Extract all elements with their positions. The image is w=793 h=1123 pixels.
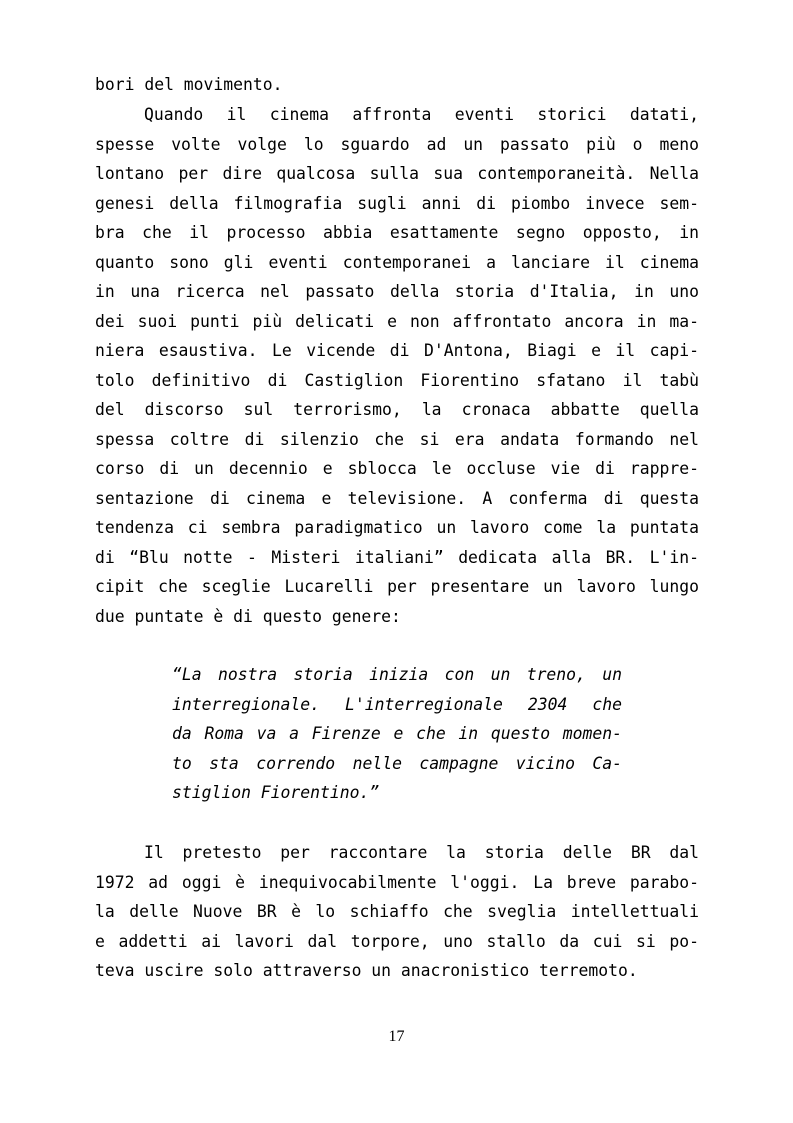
- text-line: spesse volte volge lo sguardo ad un passato più o meno: [95, 134, 699, 154]
- text-line: teva uscire solo attraverso un anacronistico terremoto.: [95, 961, 638, 980]
- text-line: bori del movimento.: [95, 75, 283, 94]
- text-line: Il pretesto per raccontare la storia delle BR dal: [144, 843, 699, 862]
- quote-line: to sta correndo nelle campagne vicino Ca-: [172, 753, 622, 773]
- text-line: bra che il processo abbia esattamente segno opposto, in: [95, 223, 699, 242]
- text-line: quanto sono gli eventi contemporanei a lanciare il cinema: [95, 252, 699, 272]
- text-line: genesi della filmografia sugli anni di piombo invece sem-: [95, 193, 699, 213]
- text-line: del discorso sul terrorismo, la cronaca abbatte quella: [95, 400, 699, 419]
- text-line: Quando il cinema affronta eventi storici datati,: [144, 105, 699, 124]
- quote-line: “La nostra storia inizia con un treno, un: [172, 665, 622, 684]
- text-line: 1972 ad oggi è inequivocabilmente l'oggi. La breve parabo-: [95, 872, 699, 892]
- text-line: lontano per dire qualcosa sulla sua contemporaneità. Nella: [95, 164, 699, 183]
- text-line: e addetti ai lavori dal torpore, uno stallo da cui si po-: [95, 931, 699, 951]
- quote-line: interregionale. L'interregionale 2304 che: [172, 694, 622, 714]
- text-line: tendenza ci sembra paradigmatico un lavoro come la puntata: [95, 518, 699, 537]
- text-line: tolo definitivo di Castiglion Fiorentino sfatano il tabù: [95, 370, 699, 390]
- text-line: la delle Nuove BR è lo schiaffo che sveglia intellettuali: [95, 902, 699, 921]
- text-line: due puntate è di questo genere:: [95, 606, 401, 626]
- quote-line: stiglion Fiorentino.”: [172, 783, 380, 802]
- text-line: di “Blu notte - Misteri italiani” dedicata alla BR. L'in-: [95, 547, 699, 567]
- text-line: niera esaustiva. Le vicende di D'Antona, Biagi e il capi-: [95, 341, 699, 360]
- text-line: cipit che sceglie Lucarelli per presentare un lavoro lungo: [95, 577, 699, 596]
- text-line: corso di un decennio e sblocca le occluse vie di rappre-: [95, 459, 699, 478]
- quote-line: da Roma va a Firenze e che in questo momen-: [172, 724, 622, 743]
- text-line: sentazione di cinema e televisione. A conferma di questa: [95, 488, 699, 508]
- text-line: in una ricerca nel passato della storia d'Italia, in uno: [95, 282, 699, 301]
- text-line: dei suoi punti più delicati e non affrontato ancora in ma-: [95, 311, 699, 331]
- page-number: 17: [388, 1028, 405, 1045]
- text-line: spessa coltre di silenzio che si era andata formando nel: [95, 429, 699, 449]
